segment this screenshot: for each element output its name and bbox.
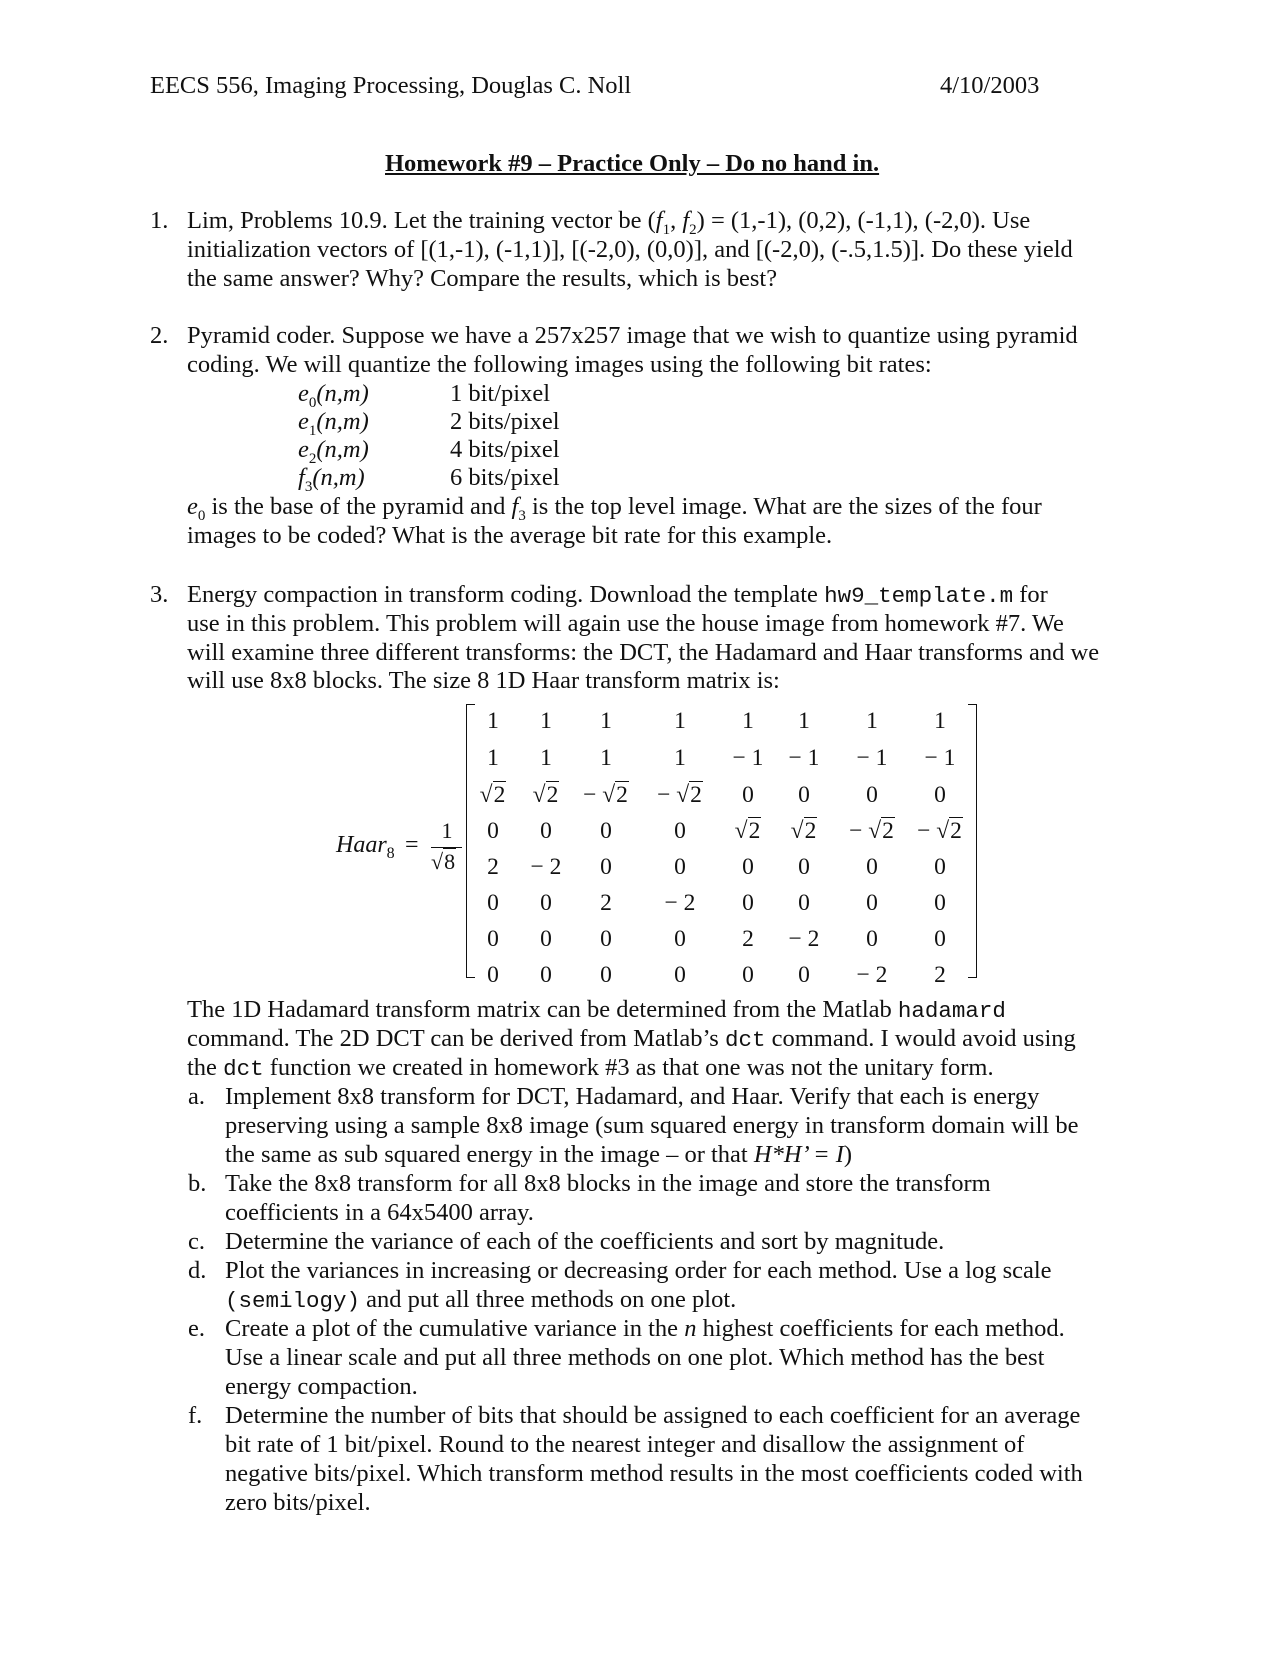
matrix-cell: 1: [600, 745, 612, 771]
matrix-cell: 0: [674, 926, 686, 952]
item-a-label: a.: [188, 1083, 205, 1110]
rate-symbol-e0: $e_0(n,m)$: [298, 380, 369, 411]
problem-2-after-1: $e_0$ is the base of the pyramid and $f_3$ is the top level image. What are the sizes of the four: [187, 493, 1042, 524]
item-d-line-1: Plot the variances in increasing or decreasing order for each method. Use a log scale: [225, 1257, 1052, 1284]
matrix-cell: − 1: [732, 745, 764, 771]
item-b-line-2: coefficients in a 64x5400 array.: [225, 1199, 534, 1226]
problem-3-line-2: use in this problem. This problem will again use the house image from homework #7. We: [187, 610, 1064, 637]
matrix-cell: 0: [600, 854, 612, 880]
matrix-cell: 0: [934, 890, 946, 916]
matrix-cell: 0: [742, 782, 754, 808]
matrix-cell: 0: [674, 854, 686, 880]
matrix-cell: 1: [487, 745, 499, 771]
matrix-cell: 0: [487, 962, 499, 988]
item-e-label: e.: [188, 1315, 205, 1342]
frac-numerator: 1: [441, 818, 453, 843]
matrix-cell: 1: [487, 708, 499, 734]
matrix-cell: 2: [742, 926, 754, 952]
cmd-dct-2: dct: [223, 1056, 264, 1082]
matrix-cell: 1: [742, 708, 754, 734]
item-d-label: d.: [188, 1257, 207, 1284]
item-b-label: b.: [188, 1170, 207, 1197]
matrix-cell: 0: [540, 818, 552, 844]
matrix-cell: 0: [742, 890, 754, 916]
matrix-cell: 1: [798, 708, 810, 734]
matrix-cell: 1: [866, 708, 878, 734]
matrix-cell: 1: [540, 745, 552, 771]
rate-symbol-e1: $e_1(n,m)$: [298, 408, 369, 439]
matrix-cell: 0: [600, 962, 612, 988]
matrix-cell: − √2: [917, 818, 962, 844]
para-2: command. The 2D DCT can be derived from Matlab’s dct command. I would avoid using: [187, 1025, 1076, 1053]
item-b-line-1: Take the 8x8 transform for all 8x8 blocks in the image and store the transform: [225, 1170, 991, 1197]
item-f-line-4: zero bits/pixel.: [225, 1489, 371, 1516]
matrix-cell: 0: [866, 782, 878, 808]
problem-3-line-3: will examine three different transforms: the DCT, the Hadamard and Haar transforms and we: [187, 639, 1100, 666]
problem-1-line-3: the same answer? Why? Compare the results, which is best?: [187, 265, 778, 292]
problem-1-line-2: initialization vectors of [(1,-1), (-1,1)], [(-2,0), (0,0)], and [(-2,0), (-.5,1.5)]. Do these yield: [187, 236, 1073, 263]
item-c-label: c.: [188, 1228, 205, 1255]
item-d-line-2: (semilogy) and put all three methods on one plot.: [225, 1286, 737, 1314]
problem-2-number: 2.: [150, 322, 169, 349]
rate-symbol-e2: $e_2(n,m)$: [298, 436, 369, 467]
item-a-line-1: Implement 8x8 transform for DCT, Hadamard, and Haar. Verify that each is energy: [225, 1083, 1040, 1110]
item-a-line-2: preserving using a sample 8x8 image (sum squared energy in transform domain will be: [225, 1112, 1079, 1139]
para-3: the dct function we created in homework #3 as that one was not the unitary form.: [187, 1054, 994, 1082]
item-f-line-2: bit rate of 1 bit/pixel. Round to the nearest integer and disallow the assignment of: [225, 1431, 1025, 1458]
matrix-cell: √2: [790, 818, 817, 844]
template-filename: hw9_template.m: [824, 583, 1014, 609]
problem-2-after-2: images to be coded? What is the average bit rate for this example.: [187, 522, 833, 549]
para-1: The 1D Hadamard transform matrix can be determined from the Matlab hadamard: [187, 996, 1006, 1024]
cmd-dct: dct: [724, 1027, 766, 1053]
header-date: 4/10/2003: [940, 72, 1040, 99]
matrix-cell: 0: [600, 926, 612, 952]
matrix-cell: − √2: [583, 782, 628, 808]
problem-3-line-1: Energy compaction in transform coding. Download the template hw9_template.m for: [187, 581, 1048, 609]
problem-3-number: 3.: [150, 581, 169, 608]
problem-3-line-4: will use 8x8 blocks. The size 8 1D Haar transform matrix is:: [187, 667, 780, 694]
problem-1-line-1: Lim, Problems 10.9. Let the training vector be ($f_1$, $f_2) = (1,-1)$, (0,2), (-1,1), (-2,0). Use: [187, 207, 1031, 238]
item-f-label: f.: [188, 1402, 203, 1429]
matrix-cell: − 2: [856, 962, 888, 988]
matrix-cell: 0: [487, 890, 499, 916]
matrix-cell: 1: [540, 708, 552, 734]
matrix-cell: 0: [600, 818, 612, 844]
matrix-cell: 0: [866, 890, 878, 916]
matrix-cell: − 2: [788, 926, 820, 952]
problem-2-line-2: coding. We will quantize the following images using the following bit rates:: [187, 351, 932, 378]
item-a-line-3: the same as sub squared energy in the image – or that H*H’ = I): [225, 1141, 853, 1168]
matrix-cell: 0: [742, 854, 754, 880]
matrix-cell: 0: [540, 926, 552, 952]
matrix-cell: 0: [866, 854, 878, 880]
matrix-cell: √2: [532, 782, 559, 808]
header-course: EECS 556, Imaging Processing, Douglas C. Noll: [150, 72, 632, 99]
rate-value-e1: 2 bits/pixel: [450, 408, 560, 435]
matrix-cell: 0: [540, 890, 552, 916]
item-e-line-1: Create a plot of the cumulative variance in the n highest coefficients for each method.: [225, 1315, 1065, 1342]
matrix-cell: − 1: [788, 745, 820, 771]
item-e-line-3: energy compaction.: [225, 1373, 418, 1400]
matrix-cell: 1: [674, 745, 686, 771]
matrix-cell: 0: [674, 818, 686, 844]
item-c-line-1: Determine the variance of each of the coefficients and sort by magnitude.: [225, 1228, 945, 1255]
matrix-cell: 0: [742, 962, 754, 988]
matrix-cell: 2: [600, 890, 612, 916]
matrix-cell: − 1: [924, 745, 956, 771]
haar-label: Haar$_8$: [336, 832, 395, 862]
item-f-line-3: negative bits/pixel. Which transform method results in the most coefficients coded with: [225, 1460, 1083, 1487]
frac-denominator: √8: [431, 849, 456, 874]
matrix-cell: − √2: [849, 818, 894, 844]
matrix-cell: 1: [600, 708, 612, 734]
item-f-line-1: Determine the number of bits that should be assigned to each coefficient for an average: [225, 1402, 1081, 1429]
matrix-cell: 0: [798, 962, 810, 988]
cmd-hadamard: hadamard: [897, 998, 1006, 1024]
matrix-cell: 0: [487, 926, 499, 952]
matrix-cell: 1: [674, 708, 686, 734]
equals-sign: =: [405, 832, 419, 858]
matrix-cell: − 2: [530, 854, 562, 880]
matrix-cell: − 1: [856, 745, 888, 771]
matrix-cell: 0: [540, 962, 552, 988]
matrix-cell: 1: [934, 708, 946, 734]
matrix-cell: 0: [866, 926, 878, 952]
matrix-cell: 2: [487, 854, 499, 880]
rate-value-f3: 6 bits/pixel: [450, 464, 560, 491]
matrix-cell: 0: [934, 854, 946, 880]
item-e-line-2: Use a linear scale and put all three methods on one plot. Which method has the best: [225, 1344, 1045, 1371]
matrix-cell: 0: [798, 854, 810, 880]
matrix-cell: 0: [934, 926, 946, 952]
rate-symbol-f3: $f_3(n,m)$: [298, 464, 365, 495]
matrix-cell: √2: [734, 818, 761, 844]
matrix-cell: 0: [487, 818, 499, 844]
problem-1-number: 1.: [150, 207, 169, 234]
rate-value-e0: 1 bit/pixel: [450, 380, 551, 407]
matrix-cell: 0: [798, 782, 810, 808]
matrix-cell: √2: [479, 782, 506, 808]
cmd-semilogy: (semilogy): [225, 1288, 361, 1314]
matrix-cell: − √2: [657, 782, 702, 808]
page-title: Homework #9 – Practice Only – Do no hand in.: [385, 150, 880, 177]
problem-2-line-1: Pyramid coder. Suppose we have a 257x257 image that we wish to quantize using pyramid: [187, 322, 1078, 349]
rate-value-e2: 4 bits/pixel: [450, 436, 560, 463]
matrix-cell: 0: [674, 962, 686, 988]
matrix-cell: 0: [798, 890, 810, 916]
matrix-cell: − 2: [664, 890, 696, 916]
matrix-cell: 0: [934, 782, 946, 808]
matrix-cell: 2: [934, 962, 946, 988]
